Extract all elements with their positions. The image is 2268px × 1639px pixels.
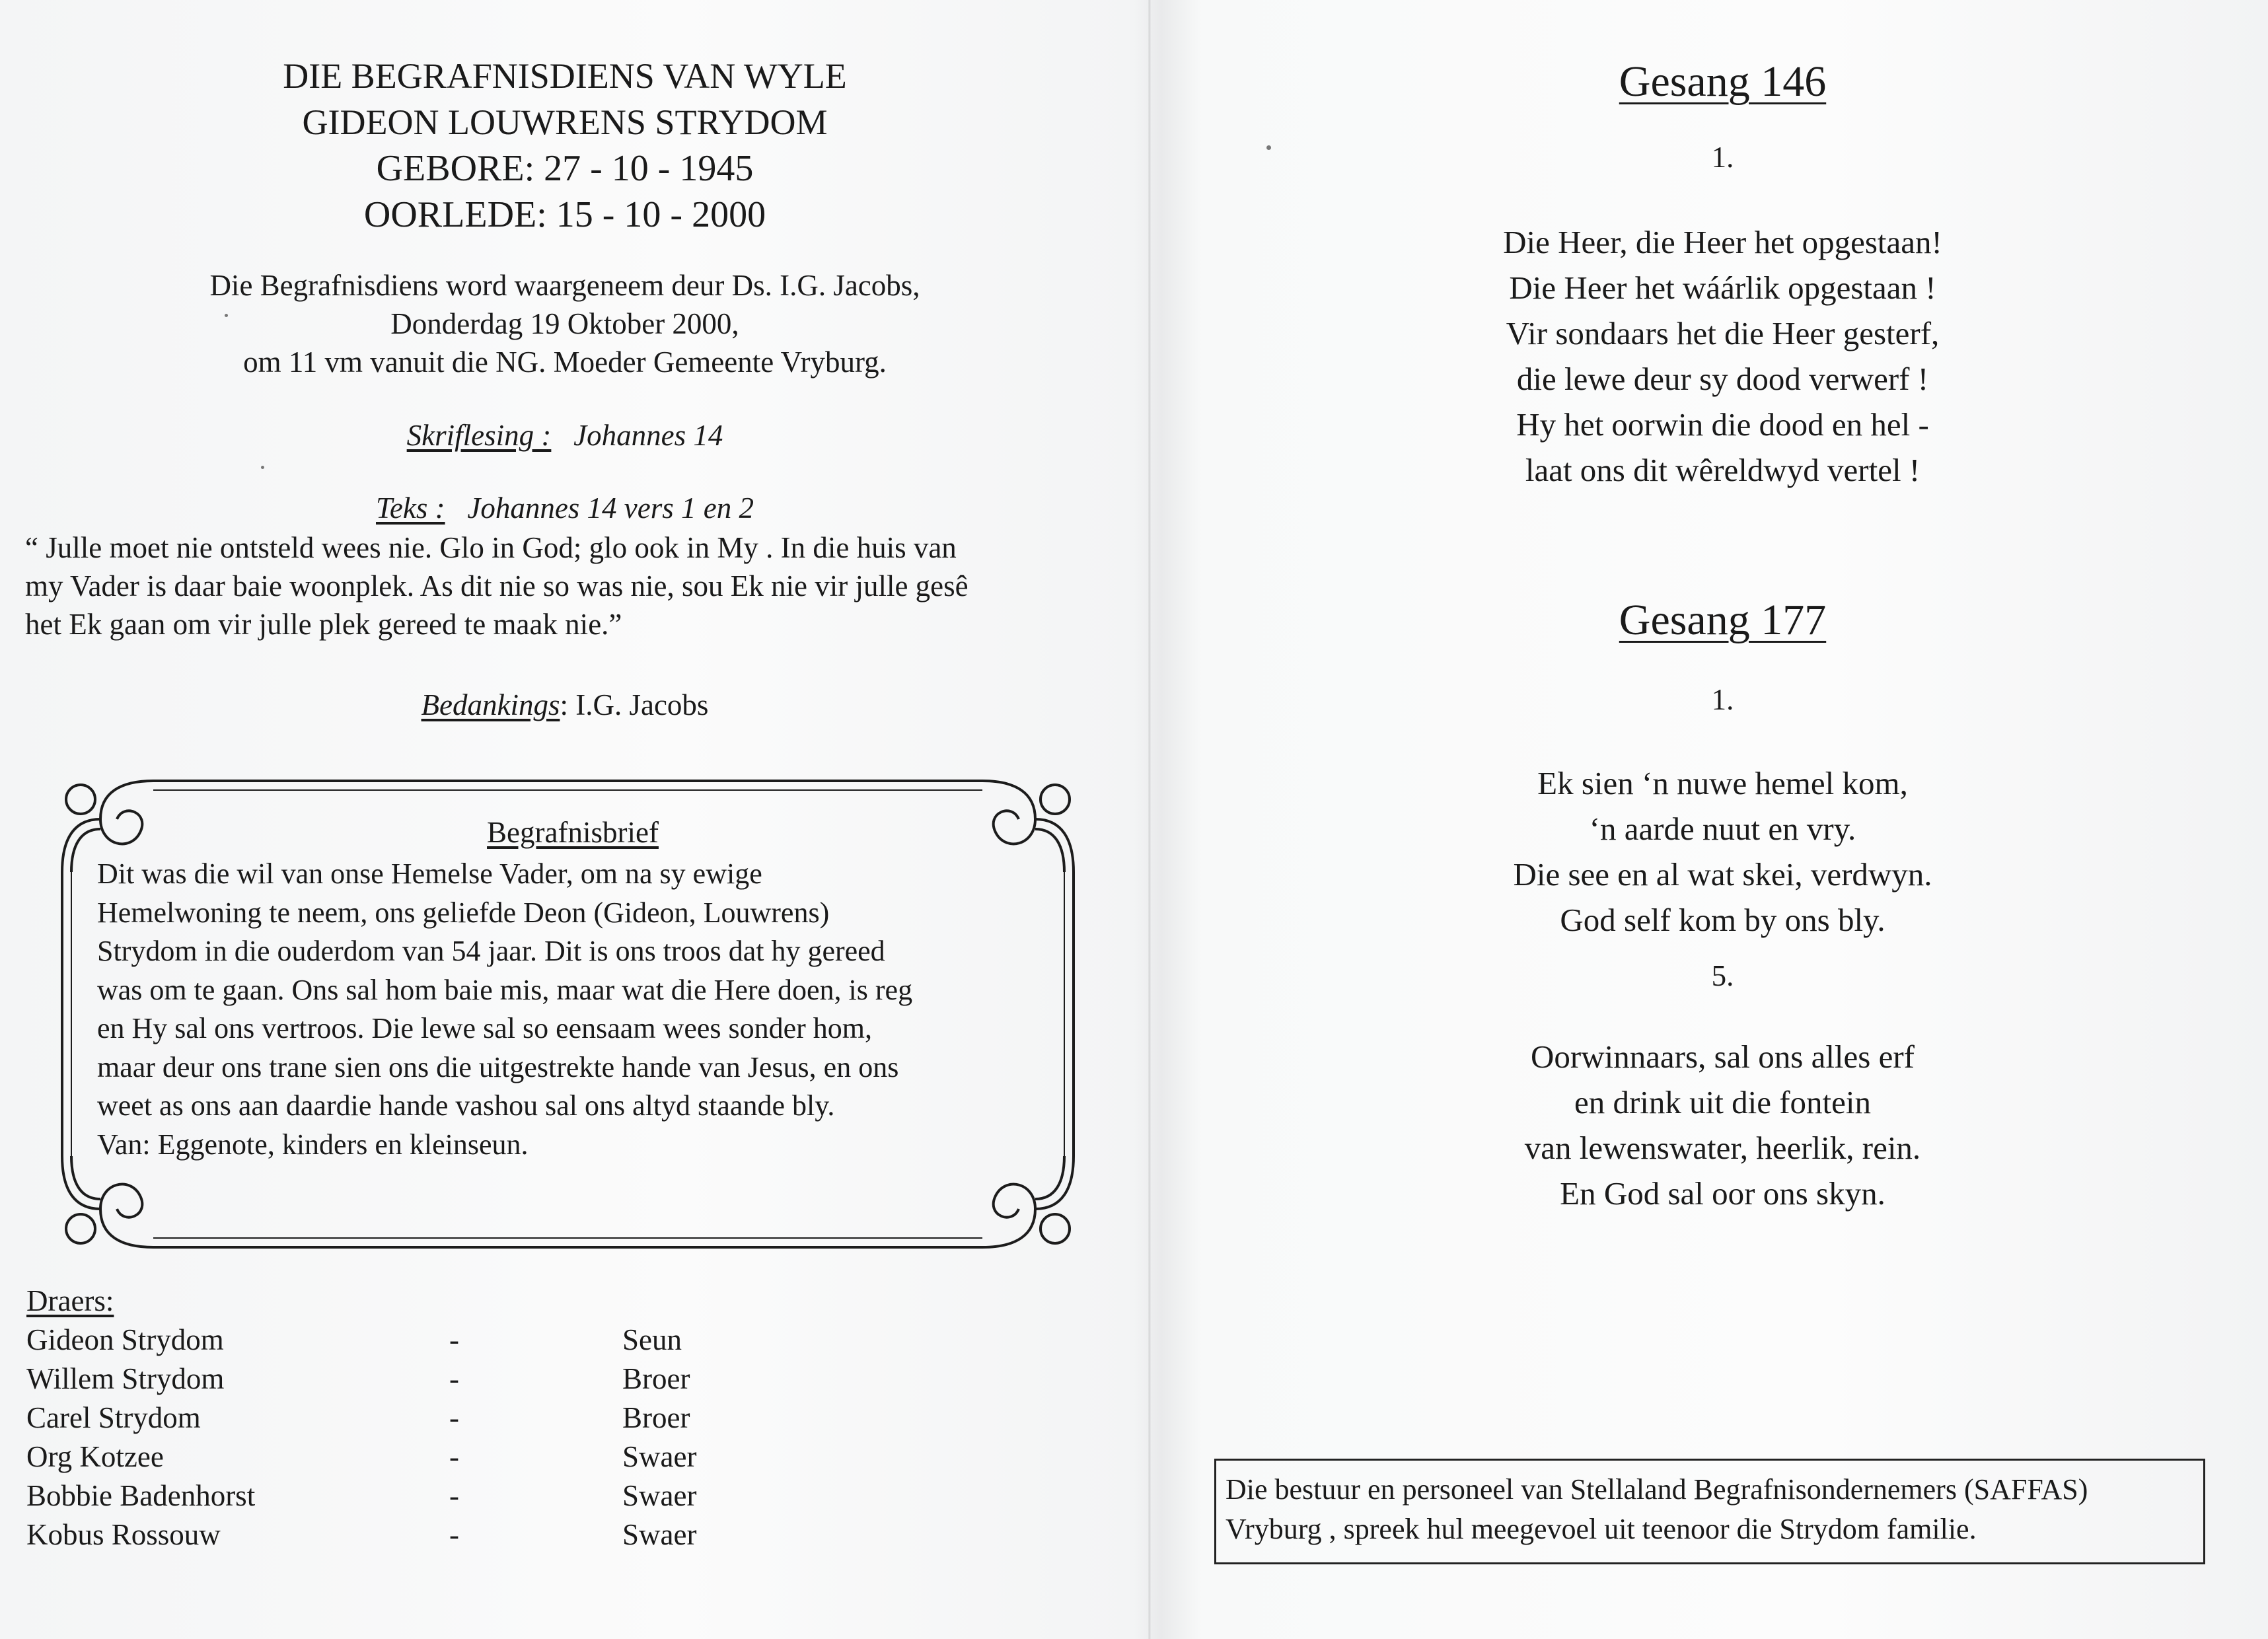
pallbearer-name: Gideon Strydom (26, 1323, 224, 1356)
pallbearer-relation: Swaer (622, 1440, 697, 1473)
pallbearer-row (26, 1399, 819, 1438)
pallbearer-dash: - (449, 1479, 459, 1512)
service-line-3: om 11 vm vanuit die NG. Moeder Gemeente Vryburg. (243, 346, 887, 379)
sermon-text-quote (25, 528, 1135, 643)
scripture-value: Johannes 14 (573, 419, 723, 452)
letter-title-text: Begrafnisbrief (487, 816, 659, 849)
pallbearer-relation: Broer (622, 1362, 690, 1395)
letter-line: Van: Eggenote, kinders en kleinseun. (97, 1128, 529, 1161)
hymn-146-title: Gesang 146 (1619, 57, 1827, 106)
pallbearer-dash: - (449, 1440, 459, 1473)
lyric-line: Die Heer het wáárlik opgestaan ! (1509, 270, 1936, 306)
pallbearer-row (26, 1321, 819, 1360)
letter-line: maar deur ons trane sien ons die uitgestrekte hande van Jesus, en ons (97, 1050, 899, 1083)
letter-text (97, 855, 1048, 1164)
thanks-value: : I.G. Jacobs (560, 688, 709, 721)
scripture-label: Skriflesing : (406, 419, 552, 452)
thanks-line (0, 686, 1130, 724)
paper-speck (1266, 145, 1271, 150)
condolence-box (1214, 1459, 2205, 1564)
verse-number: 1. (1711, 683, 1734, 716)
letter-line: Dit was die wil van onse Hemelse Vader, om na sy ewige (97, 857, 762, 890)
pallbearer-dash: - (449, 1518, 459, 1551)
scripture-reading (0, 416, 1130, 455)
pallbearer-name: Bobbie Badenhorst (26, 1479, 256, 1512)
lyric-line: laat ons dit wêreldwyd vertel ! (1525, 452, 1920, 488)
pallbearer-dash: - (449, 1401, 459, 1434)
birth-date: GEBORE: 27 - 10 - 1945 (376, 148, 754, 189)
hymn-177-title: Gesang 177 (1619, 596, 1827, 644)
lyric-line: die lewe deur sy dood verwerf ! (1516, 361, 1929, 397)
paper-speck (261, 466, 264, 469)
header-line-1: DIE BEGRAFNISDIENS VAN WYLE (283, 56, 847, 96)
lyric-line: ‘n aarde nuut en vry. (1589, 811, 1856, 847)
pallbearer-row (26, 1515, 819, 1554)
header-line-2: GIDEON LOUWRENS STRYDOM (302, 102, 828, 142)
quote-line-1: “ Julle moet nie ontsteld wees nie. Glo in God; glo ook in My . In die huis van (25, 531, 957, 564)
letter-frame (54, 773, 1081, 1255)
lyric-line: God self kom by ons bly. (1560, 902, 1885, 938)
letter-line: weet as ons aan daardie hande vashou sal ons altyd staande bly. (97, 1089, 835, 1122)
lyric-line: Oorwinnaars, sal ons alles erf (1530, 1038, 1915, 1075)
letter-title (97, 813, 1048, 852)
hymn-177-verse-1 (1163, 760, 2268, 943)
text-reference: Johannes 14 vers 1 en 2 (467, 492, 754, 525)
service-line-1: Die Begrafnisdiens word waargeneem deur Ds. I.G. Jacobs, (209, 269, 920, 302)
pallbearer-name: Willem Strydom (26, 1362, 225, 1395)
verse-number: 1. (1711, 141, 1734, 174)
letter-line: Hemelwoning te neem, ons geliefde Deon (Gideon, Louwrens) (97, 896, 830, 929)
death-date: OORLEDE: 15 - 10 - 2000 (363, 194, 766, 235)
pallbearer-relation: Seun (622, 1323, 682, 1356)
pallbearers-list (26, 1282, 819, 1554)
pallbearer-dash: - (449, 1323, 459, 1356)
sermon-text-heading (0, 489, 1130, 527)
hymn-177-verse-5 (1163, 1034, 2268, 1216)
letter-line: was om te gaan. Ons sal hom baie mis, maar wat die Here doen, is reg (97, 973, 913, 1006)
lyric-line: Vir sondaars het die Heer gesterf, (1506, 315, 1940, 351)
pallbearers-label: Draers: (26, 1284, 114, 1317)
letter-line: en Hy sal ons vertroos. Die lewe sal so eensaam wees sonder hom, (97, 1012, 873, 1044)
pallbearer-row (26, 1438, 819, 1476)
lyric-line: Die Heer, die Heer het opgestaan! (1503, 224, 1942, 260)
letter-line: Strydom in die ouderdom van 54 jaar. Dit is ons troos dat hy gereed (97, 935, 885, 967)
service-info (0, 266, 1130, 381)
paper-fold (1148, 0, 1151, 1639)
paper-speck (225, 314, 228, 317)
right-panel (1163, 0, 2268, 1639)
lyric-line: Hy het oorwin die dood en hel - (1516, 406, 1929, 443)
lyric-line: van lewenswater, heerlik, rein. (1524, 1130, 1921, 1166)
header-block (0, 53, 1130, 238)
hymn-146-verse (1163, 219, 2268, 493)
pallbearer-relation: Swaer (622, 1479, 697, 1512)
hymn-177 (1163, 593, 2268, 1216)
pallbearer-relation: Broer (622, 1401, 690, 1434)
pallbearer-dash: - (449, 1362, 459, 1395)
text-label: Teks : (376, 492, 445, 525)
lyric-line: en drink uit die fontein (1574, 1084, 1872, 1120)
pallbearer-name: Carel Strydom (26, 1401, 201, 1434)
condolence-line-1: Die bestuur en personeel van Stellaland Begrafnisondernemers (SAFFAS) (1225, 1473, 2088, 1506)
hymn-146 (1163, 54, 2268, 493)
thanks-label: Bedankings (421, 688, 560, 721)
pallbearer-name: Kobus Rossouw (26, 1518, 221, 1551)
letter-body (97, 813, 1048, 1164)
pallbearer-row (26, 1476, 819, 1515)
lyric-line: Ek sien ‘n nuwe hemel kom, (1537, 765, 1908, 801)
pallbearer-name: Org Kotzee (26, 1440, 164, 1473)
service-line-2: Donderdag 19 Oktober 2000, (390, 307, 739, 340)
verse-number: 5. (1711, 959, 1734, 992)
lyric-line: En God sal oor ons skyn. (1560, 1175, 1885, 1212)
pallbearer-relation: Swaer (622, 1518, 697, 1551)
quote-line-3: het Ek gaan om vir julle plek gereed te maak nie.” (25, 608, 622, 641)
quote-line-2: my Vader is daar baie woonplek. As dit nie so was nie, sou Ek nie vir julle gesê (25, 569, 969, 602)
condolence-line-2: Vryburg , spreek hul meegevoel uit teenoor die Strydom familie. (1225, 1513, 1977, 1545)
lyric-line: Die see en al wat skei, verdwyn. (1513, 856, 1932, 892)
pallbearer-row (26, 1360, 819, 1399)
